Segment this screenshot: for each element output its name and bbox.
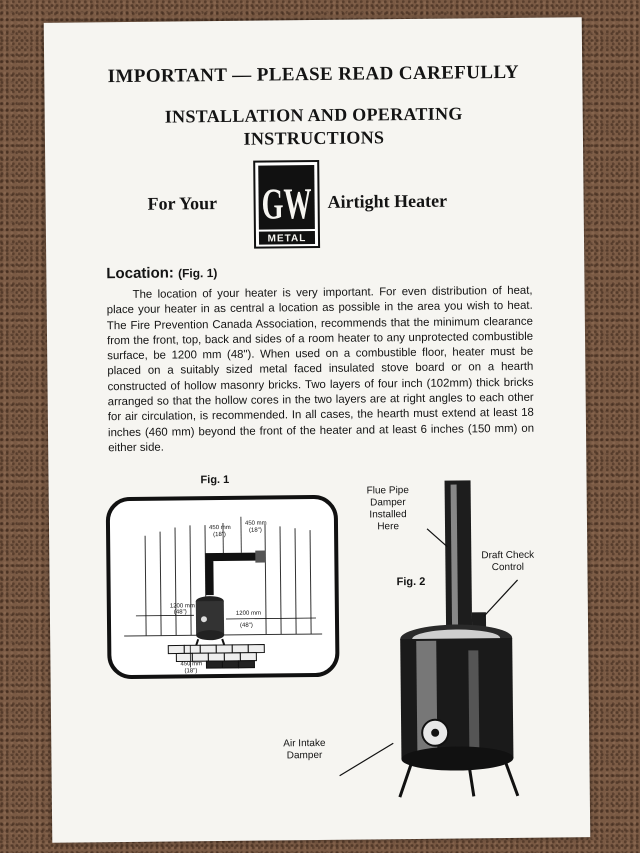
page-subtitle [45, 101, 583, 153]
for-your-text: For Your [147, 193, 218, 214]
air-intake-leader [337, 739, 397, 780]
air-intake-line-1: Air Intake [283, 737, 326, 750]
instruction-sheet [44, 17, 591, 843]
page-title: IMPORTANT — PLEASE READ CAREFULLY [107, 61, 520, 88]
fig1-dim-top-b-inch: (18") [249, 527, 262, 534]
logo-letters: GW [261, 178, 341, 229]
fig1-label: Fig. 1 [200, 473, 230, 487]
draft-check-line-2: Control [491, 561, 525, 574]
location-heading [106, 264, 217, 282]
subtitle-line-2: INSTRUCTIONS [243, 127, 385, 149]
draft-check-line-1: Draft Check [481, 549, 535, 562]
air-intake-line-2: Damper [286, 749, 323, 762]
logo-word: METAL [267, 233, 307, 245]
fig1-dim-bottom-inch: (18") [184, 668, 198, 675]
flue-pipe-line-4: Here [377, 521, 400, 533]
fig1-dim-right: 1200 mm [235, 610, 261, 617]
flue-pipe-line-1: Flue Pipe [366, 485, 409, 497]
location-heading-text: Location: [106, 264, 174, 283]
fig1-clearance-diagram [105, 494, 341, 680]
fig1-dim-right-inch: (48") [240, 622, 253, 629]
location-fig-ref: (Fig. 1) [177, 266, 218, 281]
fig1-dim-bottom: 450 mm [180, 661, 203, 668]
fig1-dim-top-a-inch: (18") [213, 531, 226, 539]
gw-metal-logo [253, 160, 341, 249]
fig1-dim-top-b: 450 mm [244, 520, 267, 527]
flue-pipe-line-3: Installed [369, 509, 407, 521]
fig2-label: Fig. 2 [396, 575, 426, 589]
air-intake-callout [283, 738, 325, 762]
fig1-dim-top-a: 450 mm [208, 524, 231, 532]
fig1-dim-left-inch: (48") [173, 609, 187, 616]
location-paragraph: The location of your heater is very important. For even distribution of heat, place your heater in as central a location as possible in the area you wish to heat. The Fire Prevention Canada Association, recommends that the minimum clearance from the front, top, back and sides of a room heater to any unprotected combustible surface, be 1200 mm (48"). When used on a combustible floor, heater must be placed on a suitably sized metal faced insulated stove board or on a hearth constructed of hollow masonry bricks. Two layers of four inch (102mm) thick bricks arranged so that the hollow cores in the two layers are at right angles to each other for air circulation, is recommended. In all cases, the hearth must extend at least 18 inches (460 mm) beyond the front of the heater and at least 6 inches (150 mm) on either side. [106, 284, 535, 455]
product-name: Airtight Heater [327, 190, 448, 212]
flue-pipe-line-2: Damper [370, 497, 406, 509]
fig1-dim-left: 1200 mm [169, 603, 195, 610]
subtitle-line-1: INSTALLATION AND OPERATING [164, 103, 463, 127]
